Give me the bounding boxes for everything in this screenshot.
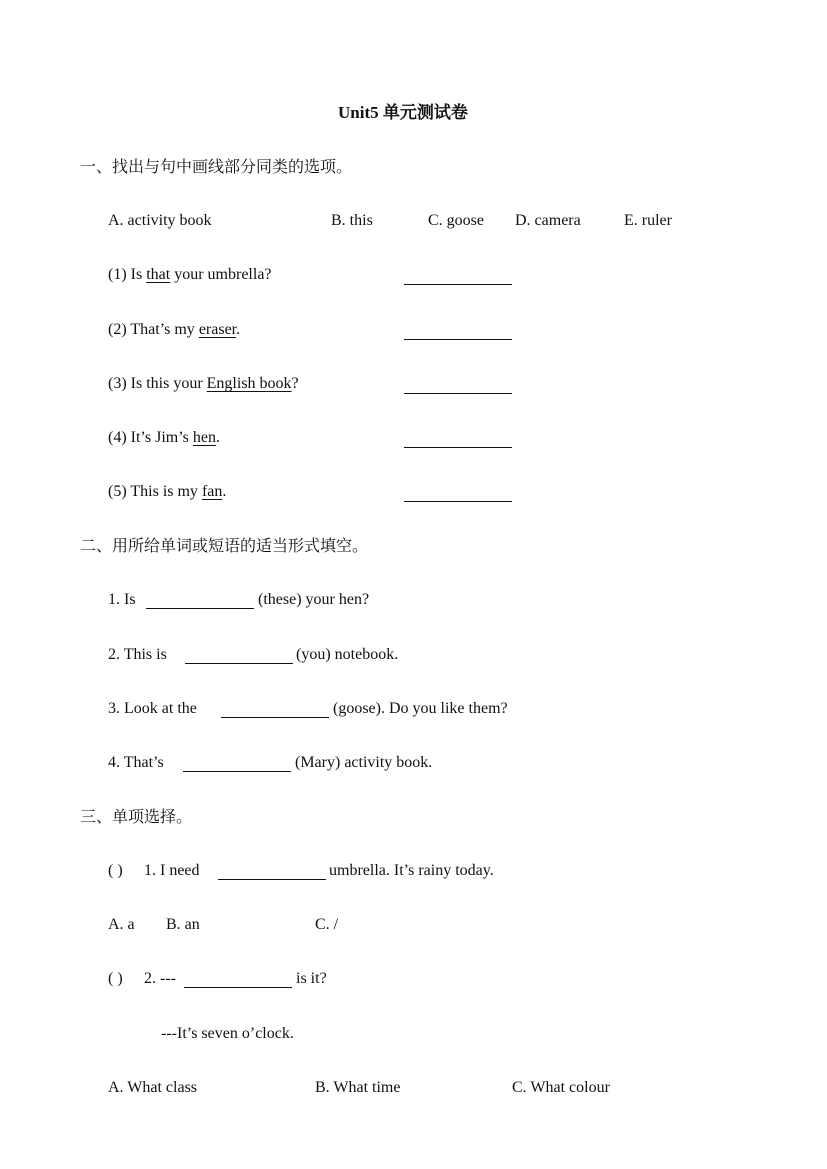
s2-item-4-text: 4. That’s	[108, 754, 164, 771]
s1-item-1-underlined: that	[146, 266, 171, 283]
s1-item-1-rest: your umbrella?	[170, 266, 272, 283]
option-b: B. this	[331, 212, 373, 229]
s3-q2-blank[interactable]	[184, 987, 292, 988]
s2-item-2-rest: (you) notebook.	[296, 646, 399, 663]
s2-fill-blank-1[interactable]	[146, 608, 254, 609]
s1-answer-blank-4[interactable]	[404, 447, 512, 448]
s3-q1-rest: umbrella. It’s rainy today.	[329, 862, 494, 879]
s2-item-3-text: 3. Look at the	[108, 700, 197, 717]
s3-q1-blank[interactable]	[218, 879, 326, 880]
s3-q1-option-b: B. an	[166, 916, 200, 933]
s3-q2-option-b: B. What time	[315, 1079, 401, 1096]
option-c: C. goose	[428, 212, 484, 229]
s1-answer-blank-2[interactable]	[404, 339, 512, 340]
s1-answer-blank-5[interactable]	[404, 501, 512, 502]
s3-q1-answer-paren[interactable]: ( )	[108, 862, 123, 879]
s1-answer-blank-3[interactable]	[404, 393, 512, 394]
s1-item-3-text: (3) Is this your	[108, 375, 207, 392]
s1-answer-blank-1[interactable]	[404, 284, 512, 285]
s3-q2-rest: is it?	[296, 970, 327, 987]
s1-item-4-rest: .	[216, 429, 220, 446]
s1-item-5-underlined: fan	[201, 483, 223, 500]
option-e: E. ruler	[624, 212, 672, 229]
s1-item-3	[108, 374, 299, 394]
s1-item-5	[108, 482, 226, 502]
s3-q2-answer-paren[interactable]: ( )	[108, 970, 123, 987]
section-2-heading: 二、用所给单词或短语的适当形式填空。	[80, 536, 369, 555]
s3-q2-text: 2. ---	[144, 970, 176, 987]
s1-item-5-text: (5) This is my	[108, 483, 202, 500]
option-d: D. camera	[515, 212, 581, 229]
s3-q1-text: 1. I need	[144, 862, 200, 879]
s1-item-5-rest: .	[222, 483, 227, 500]
s1-item-2-text: (2) That’s my	[108, 321, 199, 338]
s1-item-1-text: (1) Is	[108, 266, 147, 283]
s2-fill-blank-4[interactable]	[183, 771, 291, 772]
s1-item-4-text: (4) It’s Jim’s	[108, 429, 193, 446]
s1-item-2-rest: .	[236, 321, 241, 338]
s2-item-4-rest: (Mary) activity book.	[295, 754, 433, 771]
s2-item-1-text: 1. Is	[108, 591, 136, 608]
s2-item-3-rest: (goose). Do you like them?	[333, 700, 508, 717]
s2-item-1-rest: (these) your hen?	[258, 591, 370, 608]
s1-item-2-underlined: eraser	[198, 321, 237, 338]
s2-fill-blank-3[interactable]	[221, 717, 329, 718]
s2-fill-blank-2[interactable]	[185, 663, 293, 664]
s1-item-3-rest: ?	[291, 375, 299, 392]
s1-item-3-underlined: English book	[206, 375, 292, 392]
page-title: Unit5 单元测试卷	[338, 103, 468, 122]
s1-item-1	[108, 265, 272, 285]
s2-item-2-text: 2. This is	[108, 646, 167, 663]
s3-q2-option-c: C. What colour	[512, 1079, 610, 1096]
s3-q2-response: ---It’s seven o’clock.	[161, 1025, 294, 1042]
option-a: A. activity book	[108, 212, 212, 229]
section-1-heading: 一、找出与句中画线部分同类的选项。	[80, 157, 353, 176]
s1-item-4	[108, 428, 220, 448]
s3-q2-option-a: A. What class	[108, 1079, 198, 1096]
section-3-heading: 三、单项选择。	[80, 807, 193, 826]
s1-item-4-underlined: hen	[192, 429, 216, 446]
s3-q1-option-a: A. a	[108, 916, 135, 933]
s3-q1-option-c: C. /	[315, 916, 339, 933]
s1-item-2	[108, 320, 240, 340]
